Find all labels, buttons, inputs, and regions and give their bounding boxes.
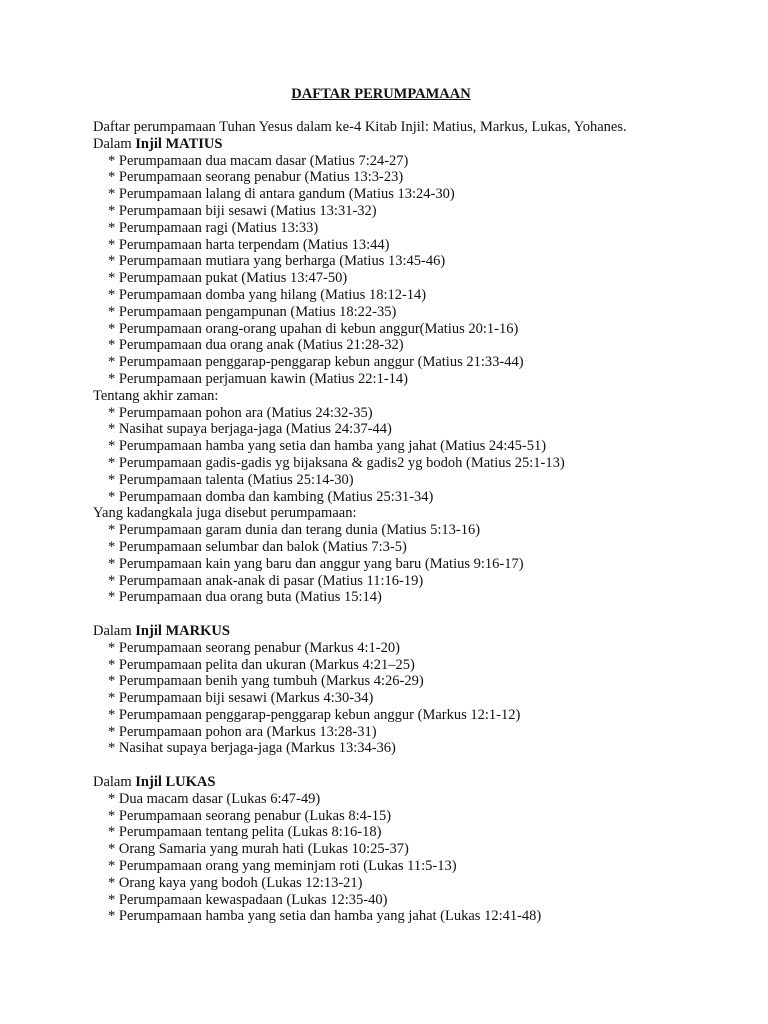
list-item: * Perumpamaan domba yang hilang (Matius 18:12-14) [108, 286, 427, 303]
list-item: * Perumpamaan gadis-gadis yg bijaksana & gadis2 yg bodoh (Matius 25:1-13) [108, 454, 565, 471]
section-gap [93, 757, 733, 774]
list-item: * Perumpamaan kewaspadaan (Lukas 12:35-40) [108, 891, 388, 908]
matius-list [93, 153, 733, 388]
list-item: * Perumpamaan hamba yang setia dan hamba yang jahat (Lukas 12:41-48) [108, 908, 542, 925]
list-item: * Perumpamaan ragi (Matius 13:33) [108, 219, 319, 236]
list-item: * Perumpamaan benih yang tumbuh (Markus 4:26-29) [108, 673, 424, 690]
document-title: DAFTAR PERUMPAMAAN [291, 86, 471, 102]
list-item: * Perumpamaan biji sesawi (Markus 4:30-34) [108, 690, 374, 707]
heading-prefix: Dalam [93, 622, 136, 639]
heading-bold: Injil MARKUS [135, 622, 230, 639]
list-item: * Perumpamaan seorang penabur (Lukas 8:4-15) [108, 807, 392, 824]
list-item: * Perumpamaan seorang penabur (Matius 13:3-23) [108, 169, 404, 186]
list-item: * Perumpamaan biji sesawi (Matius 13:31-32) [108, 202, 377, 219]
subheading-akhir-zaman: Tentang akhir zaman: [93, 387, 219, 404]
list-item: * Perumpamaan orang yang meminjam roti (Lukas 11:5-13) [108, 858, 457, 875]
list-item: * Perumpamaan perjamuan kawin (Matius 22:1-14) [108, 370, 408, 387]
list-item: * Perumpamaan anak-anak di pasar (Matius 11:16-19) [108, 572, 424, 589]
list-item: * Perumpamaan harta terpendam (Matius 13:44) [108, 236, 390, 253]
heading-prefix: Dalam [93, 135, 136, 152]
list-item: * Perumpamaan pohon ara (Matius 24:32-35) [108, 404, 373, 421]
section-heading-matius [93, 136, 733, 153]
list-item: * Perumpamaan domba dan kambing (Matius 25:31-34) [108, 488, 434, 505]
list-item: * Perumpamaan pukat (Matius 13:47-50) [108, 270, 348, 287]
section-gap [93, 606, 733, 623]
list-item: * Dua macam dasar (Lukas 6:47-49) [108, 790, 321, 807]
list-item: * Orang kaya yang bodoh (Lukas 12:13-21) [108, 874, 363, 891]
list-item: * Perumpamaan penggarap-penggarap kebun anggur (Matius 21:33-44) [108, 354, 524, 371]
list-item: * Perumpamaan garam dunia dan terang dunia (Matius 5:13-16) [108, 522, 481, 539]
akhir-zaman-list [93, 405, 733, 506]
list-item: * Perumpamaan talenta (Matius 25:14-30) [108, 471, 354, 488]
list-item: * Perumpamaan dua macam dasar (Matius 7:24-27) [108, 152, 409, 169]
list-item: * Perumpamaan dua orang buta (Matius 15:14) [108, 589, 382, 606]
markus-list [93, 640, 733, 758]
list-item: * Perumpamaan mutiara yang berharga (Matius 13:45-46) [108, 253, 446, 270]
list-item: * Perumpamaan dua orang anak (Matius 21:28-32) [108, 337, 404, 354]
list-item: * Nasihat supaya berjaga-jaga (Matius 24:37-44) [108, 421, 392, 438]
heading-bold: Injil MATIUS [135, 135, 223, 152]
document-page [93, 86, 733, 925]
list-item: * Perumpamaan lalang di antara gandum (Matius 13:24-30) [108, 186, 455, 203]
kadangkala-list [93, 522, 733, 606]
section-heading-markus [93, 623, 733, 640]
list-item: * Perumpamaan pelita dan ukuran (Markus 4:21–25) [108, 656, 415, 673]
list-item: * Perumpamaan penggarap-penggarap kebun anggur (Markus 12:1-12) [108, 706, 521, 723]
heading-bold: Injil LUKAS [135, 774, 216, 791]
spacer [93, 103, 733, 119]
list-item: * Nasihat supaya berjaga-jaga (Markus 13:34-36) [108, 740, 396, 757]
list-item: * Perumpamaan kain yang baru dan anggur yang baru (Matius 9:16-17) [108, 555, 524, 572]
lukas-list [93, 791, 733, 925]
section-heading-lukas [93, 774, 733, 791]
list-item: * Perumpamaan seorang penabur (Markus 4:1-20) [108, 639, 400, 656]
list-item: * Perumpamaan hamba yang setia dan hamba yang jahat (Matius 24:45-51) [108, 438, 547, 455]
subheading-kadangkala: Yang kadangkala juga disebut perumpamaan: [93, 505, 357, 522]
list-item: * Perumpamaan pengampunan (Matius 18:22-35) [108, 303, 397, 320]
list-item: * Perumpamaan selumbar dan balok (Matius 7:3-5) [108, 538, 407, 555]
list-item: * Perumpamaan orang-orang upahan di kebun anggur(Matius 20:1-16) [108, 320, 519, 337]
intro-text: Daftar perumpamaan Tuhan Yesus dalam ke-4 Kitab Injil: Matius, Markus, Lukas, Yohanes. [93, 119, 627, 135]
list-item: * Orang Samaria yang murah hati (Lukas 10:25-37) [108, 841, 409, 858]
list-item: * Perumpamaan pohon ara (Markus 13:28-31) [108, 723, 377, 740]
list-item: * Perumpamaan tentang pelita (Lukas 8:16-18) [108, 824, 382, 841]
heading-prefix: Dalam [93, 774, 136, 791]
